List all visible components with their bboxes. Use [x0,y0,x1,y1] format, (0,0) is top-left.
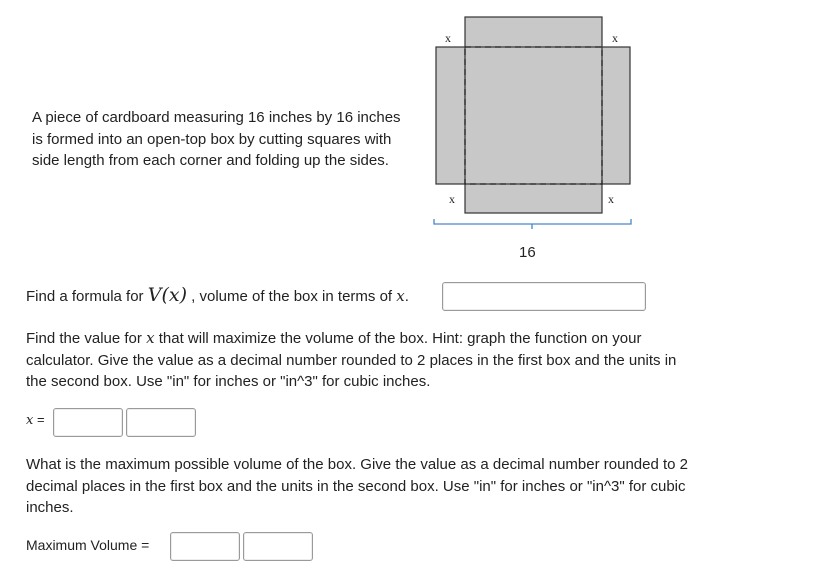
q1-text-after: , volume of the box in terms of [186,288,397,305]
q3-line: inches. [26,499,74,516]
q1-end: . [404,288,409,305]
x-units-input[interactable] [126,408,196,437]
description-line: side length from each corner and folding up the sides. [32,152,389,169]
q1-function-name: V(x) [147,284,187,306]
top-flap [465,17,602,47]
x-label-eq: = [33,412,45,427]
q3-line: What is the maximum possible volume of the box. Give the value as a decimal number rounded to 2 [26,456,688,473]
dimension-label: 16 [519,244,536,261]
description-line: is formed into an open-top box by cutting squares with [32,130,392,148]
description-line: A piece of cardboard measuring 16 inches by 16 inches [32,109,401,126]
right-flap [602,47,630,184]
bottom-flap [465,184,602,213]
q2-line: calculator. Give the value as a decimal number rounded to 2 places in the first box and the units in [26,351,677,369]
corner-label-bottom-right: x [608,192,614,206]
x-input-label [26,412,45,428]
left-flap [436,47,465,184]
q1-text-before: Find a formula for [26,288,148,305]
question-2-prompt [26,328,796,393]
question-3-prompt [26,454,796,519]
q2-line: the second box. Use "in" for inches or "in^3" for cubic inches. [26,373,431,390]
x-value-input[interactable] [53,408,123,437]
q2-line: Find the value for x that will maximize the volume of the box. Hint: graph the function on your [26,329,642,347]
q3-line: decimal places in the first box and the units in the second box. Use "in" for inches or "in^3" for cubic [26,477,686,495]
q1-variable: x [396,287,405,305]
corner-label-top-left: x [445,31,451,45]
corner-label-top-right: x [612,31,618,45]
q2-variable: x [146,329,155,347]
max-volume-label: Maximum Volume = [26,537,150,553]
max-volume-units-input[interactable] [243,532,313,561]
problem-description [32,107,432,172]
x-label-var: x [26,413,34,428]
center-panel [465,47,602,184]
corner-label-bottom-left: x [449,192,455,206]
volume-formula-input[interactable] [442,282,646,311]
max-volume-value-input[interactable] [170,532,240,561]
question-1-prompt [26,284,409,306]
dimension-brace [434,219,631,229]
